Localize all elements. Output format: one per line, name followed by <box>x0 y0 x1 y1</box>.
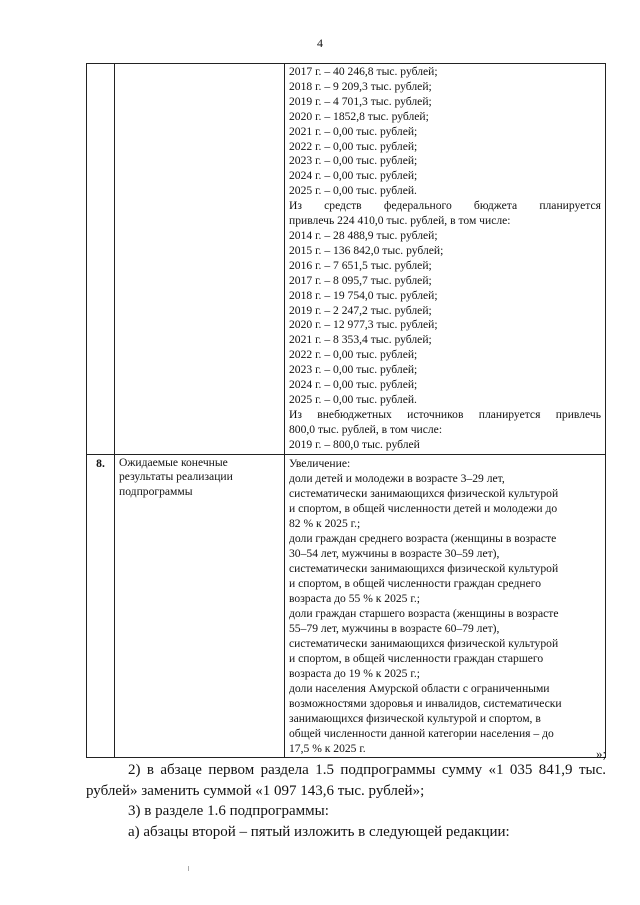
text-line: доли детей и молодежи в возрасте 3–29 лет, <box>289 471 505 485</box>
text-line: 2017 г. – 8 095,7 тыс. рублей; <box>289 273 432 287</box>
text-line: занимающихся физической культурой и спортом, в <box>289 711 541 725</box>
text-line: систематически занимающихся физической культурой <box>289 561 559 575</box>
closing-quote-mark: »; <box>596 746 607 761</box>
text-line: и спортом, в общей численности граждан старшего <box>289 651 544 665</box>
text-line: 2016 г. – 7 651,5 тыс. рублей; <box>289 258 432 272</box>
text-line: общей численности данной категории населения – до <box>289 726 554 740</box>
text-line: и спортом, в общей численности граждан среднего <box>289 576 541 590</box>
text-line: 2020 г. – 1852,8 тыс. рублей; <box>289 109 429 123</box>
text-line: 2024 г. – 0,00 тыс. рублей; <box>289 378 418 392</box>
text-line: Из внебюджетных источников планируется привлечь <box>289 407 601 421</box>
text-line: систематически занимающихся физической культурой <box>289 636 559 650</box>
text-line: 2025 г. – 0,00 тыс. рублей. <box>289 392 417 406</box>
expected-results-cell <box>285 454 606 757</box>
text-line: 2022 г. – 0,00 тыс. рублей; <box>289 139 418 153</box>
row-label-cell-empty <box>115 64 285 455</box>
text-line: Увеличение: <box>289 456 351 470</box>
text-line: доли населения Амурской области с ограниченными <box>289 681 550 695</box>
text-line: систематически занимающихся физической культурой <box>289 486 559 500</box>
text-line: возможностями здоровья и инвалидов, систематически <box>289 696 562 710</box>
text-line: 800,0 тыс. рублей, в том числе: <box>289 422 443 436</box>
text-line: возраста до 55 % к 2025 г.; <box>289 591 420 605</box>
text-line: 2018 г. – 19 754,0 тыс. рублей; <box>289 288 438 302</box>
text-line: 2019 г. – 800,0 тыс. рублей <box>289 437 420 451</box>
text-line: привлечь 224 410,0 тыс. рублей, в том числе: <box>289 214 511 228</box>
row-number-cell-empty <box>87 64 115 455</box>
text-line: 2015 г. – 136 842,0 тыс. рублей; <box>289 243 444 257</box>
text-line: 17,5 % к 2025 г. <box>289 741 366 755</box>
text-line: 2021 г. – 0,00 тыс. рублей; <box>289 124 418 138</box>
text-line: 55–79 лет, мужчины в возрасте 60–79 лет), <box>289 621 500 635</box>
passport-table <box>86 63 606 758</box>
table-row-8 <box>87 454 606 757</box>
text-line: доли граждан старшего возраста (женщины в возрасте <box>289 606 559 620</box>
amendment-paragraph-3: 3) в разделе 1.6 подпрограммы: <box>128 803 329 819</box>
row-number: 8. <box>96 456 105 470</box>
text-line: доли граждан среднего возраста (женщины в возрасте <box>289 531 557 545</box>
text-line: 2021 г. – 8 353,4 тыс. рублей; <box>289 333 432 347</box>
funding-lines <box>285 64 605 454</box>
text-line: 2019 г. – 2 247,2 тыс. рублей; <box>289 303 432 317</box>
row-label: Ожидаемые конечные результаты реализации подпрограммы <box>119 455 233 499</box>
funding-details-cell <box>285 64 606 455</box>
page-number: 4 <box>317 36 323 50</box>
row-number-cell <box>87 454 115 757</box>
text-line: 30–54 лет, мужчины в возрасте 30–59 лет), <box>289 546 500 560</box>
text-line: Из средств федерального бюджета планируется <box>289 199 601 213</box>
scan-mark <box>188 866 189 871</box>
text-line: 2022 г. – 0,00 тыс. рублей; <box>289 348 418 362</box>
text-line: и спортом, в общей численности детей и молодежи до <box>289 501 558 515</box>
text-line: 82 % к 2025 г.; <box>289 516 361 530</box>
text-line: 2023 г. – 0,00 тыс. рублей; <box>289 154 418 168</box>
text-line: 2017 г. – 40 246,8 тыс. рублей; <box>289 65 438 78</box>
table-row-7-continuation <box>87 64 606 455</box>
row-label-cell <box>115 454 285 757</box>
text-line: 2025 г. – 0,00 тыс. рублей. <box>289 184 417 198</box>
text-line: 2019 г. – 4 701,3 тыс. рублей; <box>289 94 432 108</box>
text-line: возраста до 19 % к 2025 г.; <box>289 666 420 680</box>
text-line: 2023 г. – 0,00 тыс. рублей; <box>289 363 418 377</box>
text-line: 2024 г. – 0,00 тыс. рублей; <box>289 169 418 183</box>
expected-results-lines <box>285 455 605 757</box>
text-line: 2018 г. – 9 209,3 тыс. рублей; <box>289 79 432 93</box>
amendment-paragraph-2: 2) в абзаце первом раздела 1.5 подпрограммы сумму «1 035 841,9 тыс. рублей» заменить суммой «1 097 143,6 тыс. рублей»; <box>86 762 606 799</box>
amendment-paragraph-3a: а) абзацы второй – пятый изложить в следующей редакции: <box>128 824 510 840</box>
text-line: 2020 г. – 12 977,3 тыс. рублей; <box>289 318 438 332</box>
text-line: 2014 г. – 28 488,9 тыс. рублей; <box>289 228 438 242</box>
